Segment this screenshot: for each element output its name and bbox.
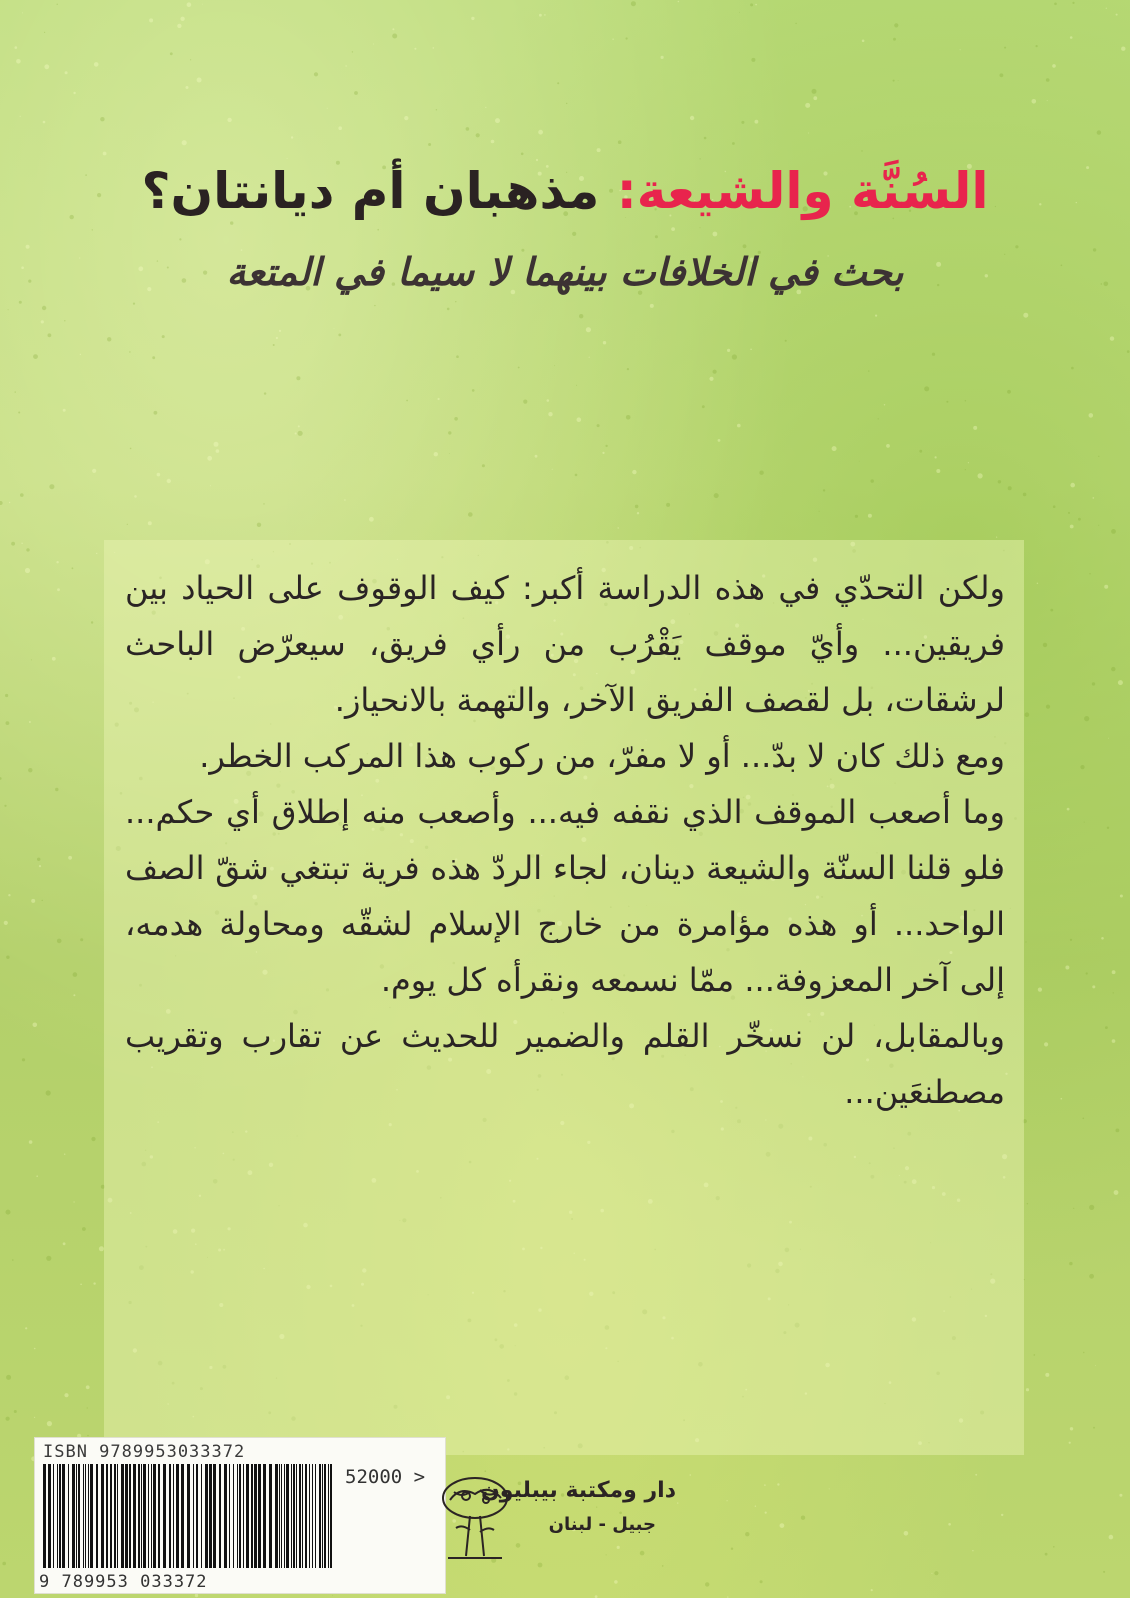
- blurb-paragraph-3: وما أصعب الموقف الذي نقفه فيه... وأصعب منه إطلاق أي حكم... فلو قلنا السنّة والشيعة دينان، لجاء الردّ هذه فرية تبتغي شقّ الصف الواحد... أو هذه مؤامرة من خارج الإسلام لشقّه ومحاولة هدمه، إلى آخر المعزوفة... ممّا نسمعه ونقرأه كل يوم.: [125, 793, 1005, 999]
- isbn-barcode-block: [34, 1437, 446, 1594]
- barcode-digits: 9 789953 033372: [39, 1572, 208, 1592]
- book-title: [0, 162, 1130, 220]
- blurb-paragraph-2: ومع ذلك كان لا بدّ... أو لا مفرّ، من ركوب هذا المركب الخطر.: [199, 737, 1005, 775]
- isbn-label: ISBN 9789953033372: [43, 1442, 246, 1462]
- publisher-block: [436, 1470, 676, 1580]
- publisher-name: دار ومكتبة بيبليون: [481, 1478, 676, 1503]
- barcode-icon: [41, 1464, 339, 1572]
- title-part-black: مذهبان أم ديانتان؟: [141, 162, 600, 220]
- publisher-city: جبيل - لبنان: [548, 1514, 656, 1535]
- blurb-text: [125, 560, 1005, 1120]
- blurb-paragraph-4: وبالمقابل، لن نسخّر القلم والضمير للحديث عن تقارب وتقريب مصطنعَين...: [125, 1017, 1005, 1111]
- blurb-paragraph-1: ولكن التحدّي في هذه الدراسة أكبر: كيف الوقوف على الحياد بين فريقين... وأيّ موقف يَقْرُب من رأي فريق، سيعرّض الباحث لرشقات، بل لقصف الفريق الآخر، والتهمة بالانحياز.: [125, 569, 1005, 719]
- book-subtitle: بحث في الخلافات بينهما لا سيما في المتعة: [226, 250, 904, 294]
- title-part-red: السُنَّة والشيعة:: [616, 162, 989, 220]
- price-label: 52000 >: [345, 1466, 426, 1488]
